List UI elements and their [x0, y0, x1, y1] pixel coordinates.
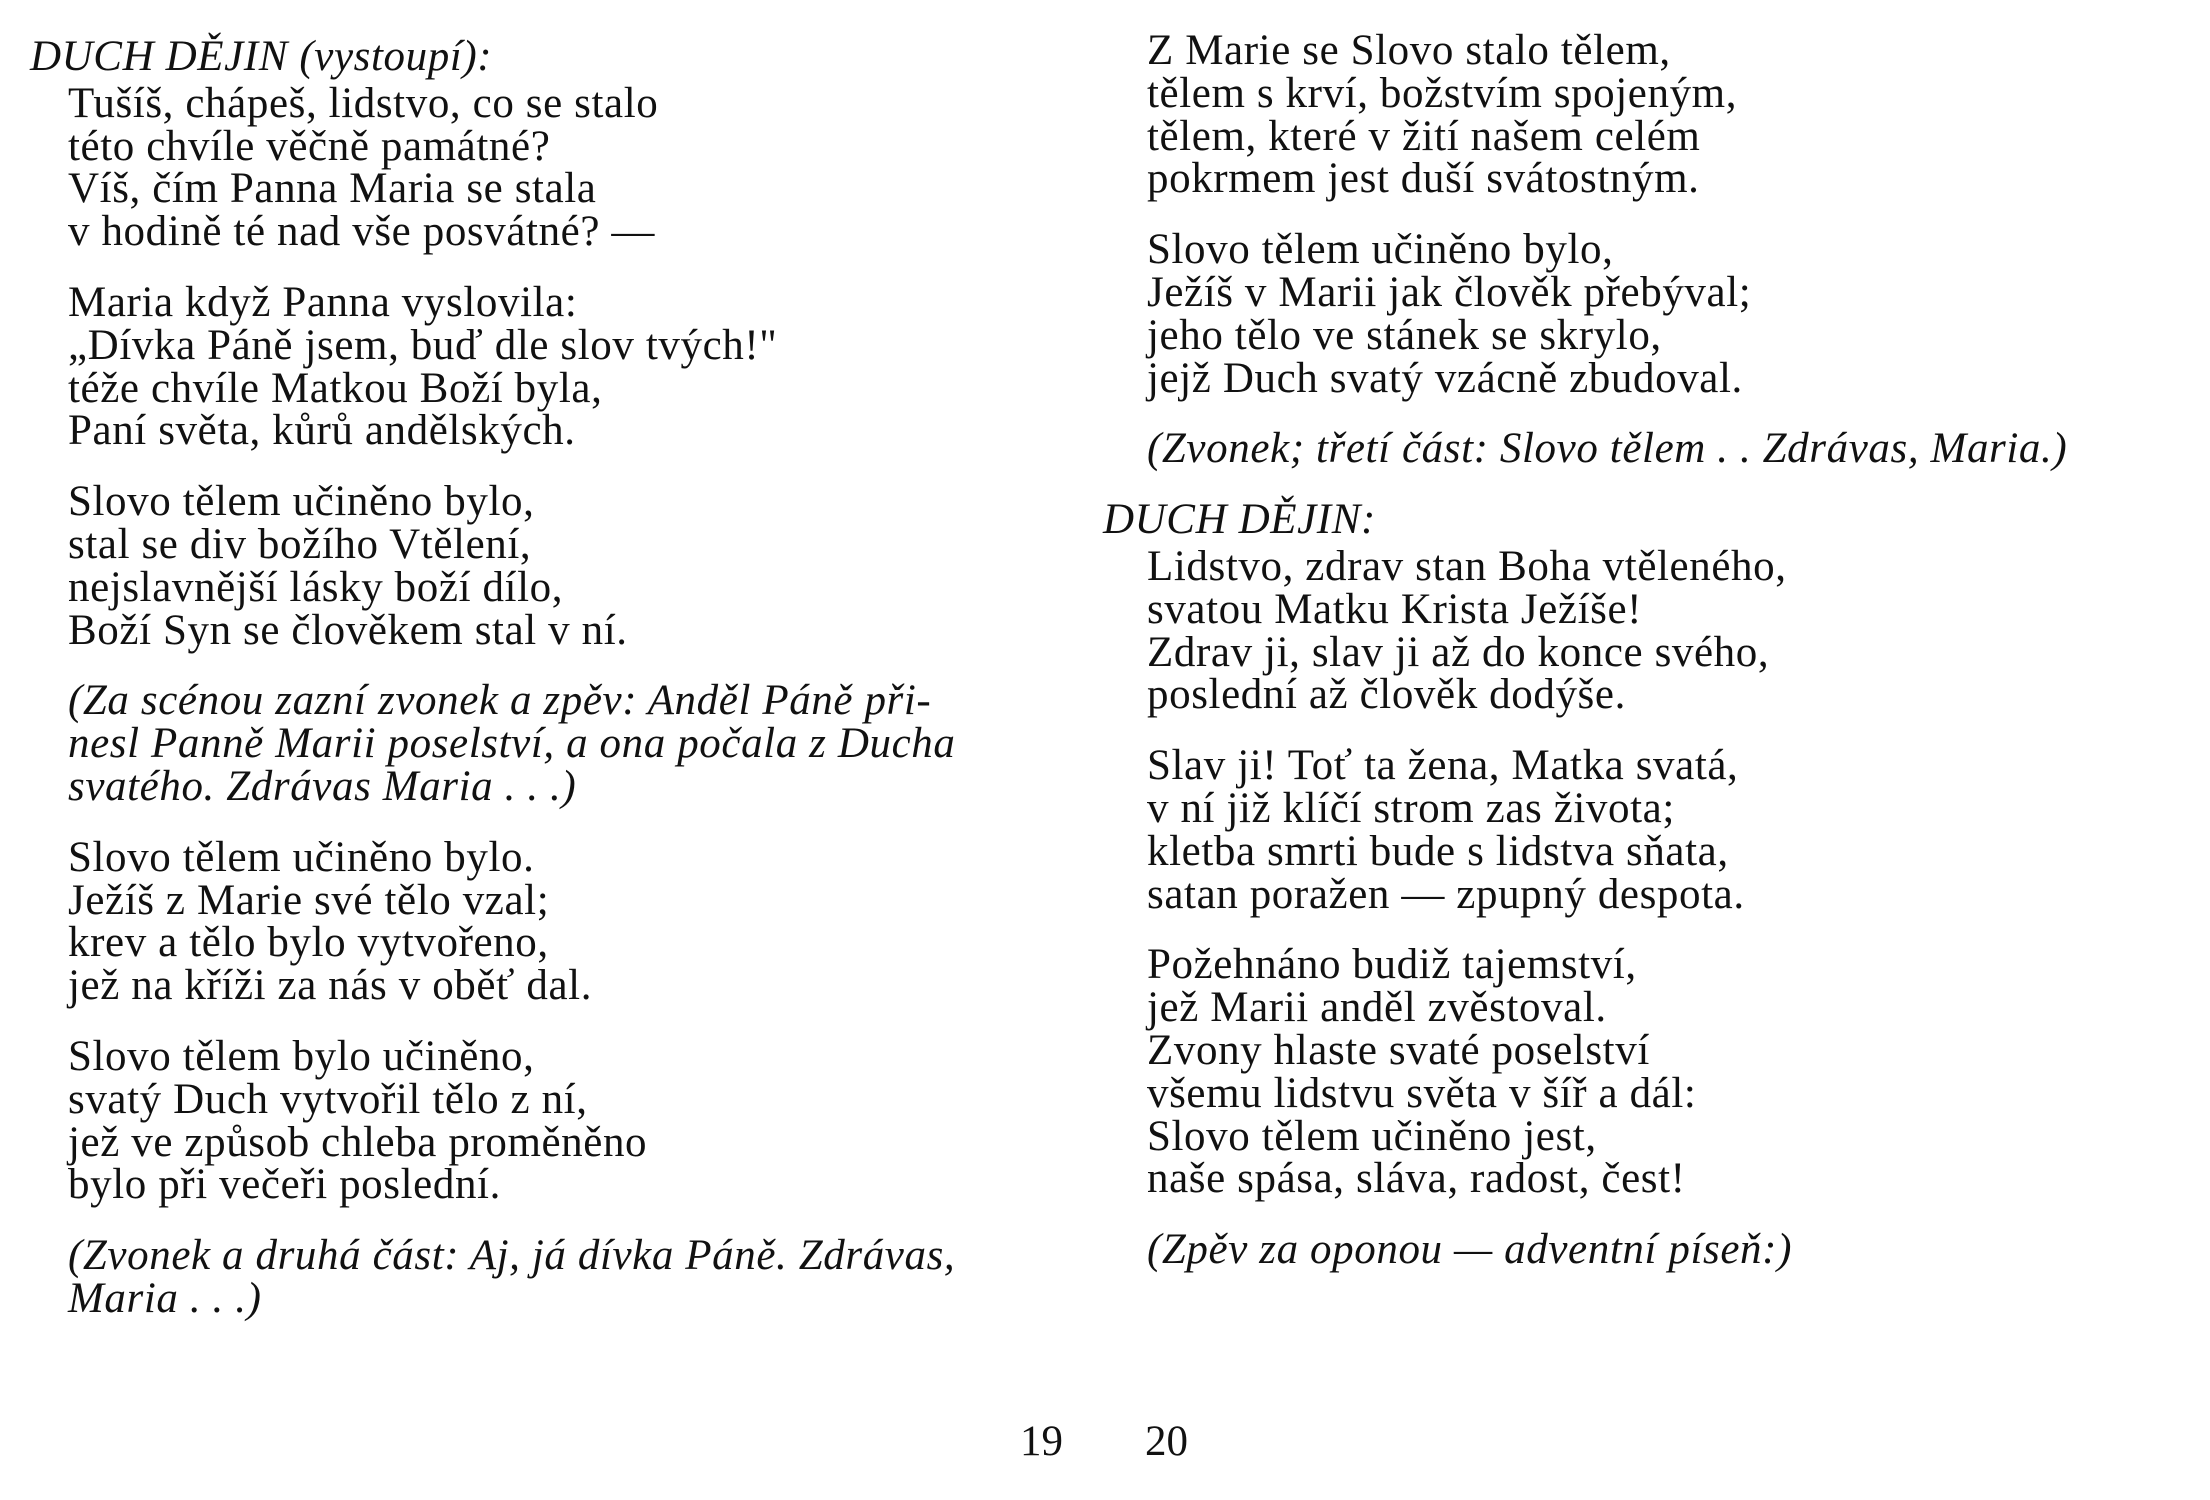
right-page — [1105, 0, 2210, 1500]
verse-line: jež Marii anděl zvěstoval. — [1147, 984, 1607, 1032]
verse-line: Slovo tělem učiněno jest, — [1147, 1112, 1597, 1160]
verse-line: pokrmem jest duší svátostným. — [1147, 155, 1700, 203]
verse-line: nejslavnější lásky boží dílo, — [68, 563, 564, 611]
verse-line: této chvíle věčně památné? — [68, 122, 551, 170]
stanza — [68, 79, 1080, 256]
stage-direction-line: (Zpěv za oponou — adventní píseň:) — [1147, 1226, 1792, 1274]
stanza — [1147, 27, 2207, 203]
stage-direction-line: (Zvonek; třetí část: Slovo tělem . . Zdrávas, Maria.) — [1147, 425, 2068, 473]
stage-direction — [68, 677, 1093, 810]
stage-direction-line: Maria . . .) — [68, 1274, 262, 1322]
verse-line: jeho tělo ve stánek se skrylo, — [1147, 311, 1662, 359]
verse-line: jež ve způsob chleba proměněno — [68, 1118, 648, 1166]
speaker-heading: DUCH DĚJIN (vystoupí): — [30, 33, 493, 80]
page-number: 20 — [1145, 1418, 1188, 1465]
verse-line: Slovo tělem učiněno bylo, — [1147, 226, 1614, 274]
verse-line: Z Marie se Slovo stalo tělem, — [1147, 27, 1671, 74]
verse-line: tělem s krví, božstvím spojeným, — [1147, 69, 1738, 117]
verse-line: Tušíš, chápeš, lidstvo, co se stalo — [68, 79, 659, 127]
stage-direction — [1147, 425, 2172, 473]
stage-direction — [1147, 1226, 2172, 1274]
verse-line: Lidstvo, zdrav stan Boha vtěleného, — [1147, 542, 1787, 590]
stanza — [1147, 542, 2207, 719]
verse-line: Zvony hlaste svaté poselství — [1147, 1026, 1650, 1074]
right-page-text — [1103, 27, 2207, 1300]
verse-line: Požehnáno budiž tajemství, — [1147, 941, 1637, 989]
verse-line: bylo při večeři poslední. — [68, 1161, 501, 1209]
verse-line: tělem, které v žití našem celém — [1147, 112, 1701, 160]
speaker-heading: DUCH DĚJIN: — [1103, 496, 1376, 544]
stage-direction-line: svatého. Zdrávas Maria . . .) — [68, 762, 577, 810]
verse-line: v hodině té nad vše posvátné? — — [68, 208, 656, 256]
verse-line: Slovo tělem bylo učiněno, — [68, 1032, 535, 1080]
verse-line: v ní již klíčí strom zas života; — [1147, 784, 1675, 832]
verse-line: Slav ji! Toť ta žena, Matka svatá, — [1147, 742, 1739, 790]
verse-line: stal se div božího Vtělení, — [68, 520, 532, 568]
verse-line: Zdrav ji, slav ji až do konce svého, — [1147, 628, 1770, 676]
page-number: 19 — [1020, 1418, 1063, 1465]
stanza — [68, 478, 1080, 654]
verse-line: Maria když Panna vyslovila: — [68, 278, 578, 326]
stanza — [68, 278, 1080, 455]
stanza — [1147, 742, 2207, 918]
verse-line: Slovo tělem učiněno bylo. — [68, 833, 535, 881]
verse-line: Ježíš v Marii jak člověk přebýval; — [1147, 268, 1752, 316]
verse-line: satan poražen — zpupný despota. — [1147, 870, 1745, 918]
stage-direction-line: (Zvonek a druhá část: Aj, já dívka Páně. Zdrávas, — [68, 1232, 956, 1280]
verse-line: Víš, čím Panna Maria se stala — [68, 165, 597, 213]
verse-line: jejž Duch svatý vzácně zbudoval. — [1147, 354, 1743, 402]
verse-line: Boží Syn se člověkem stal v ní. — [68, 606, 628, 654]
stanza — [1147, 226, 2207, 402]
stage-direction — [68, 1232, 1093, 1322]
verse-line: svatý Duch vytvořil tělo z ní, — [68, 1075, 588, 1123]
verse-line: poslední až člověk dodýše. — [1147, 671, 1626, 719]
stanza — [68, 833, 1080, 1010]
stanza — [1147, 941, 2207, 1203]
verse-line: Slovo tělem učiněno bylo, — [68, 478, 535, 526]
verse-line: Paní světa, kůrů andělských. — [68, 407, 576, 455]
verse-line: všemu lidstvu světa v šíř a dál: — [1147, 1069, 1697, 1117]
stanza — [68, 1032, 1080, 1209]
verse-line: krev a tělo bylo vytvořeno, — [68, 919, 549, 967]
left-page-text — [30, 33, 1080, 1349]
verse-line: Ježíš z Marie své tělo vzal; — [68, 876, 550, 924]
verse-line: jež na kříži za nás v oběť dal. — [68, 962, 593, 1010]
stage-direction-line: (Za scénou zazní zvonek a zpěv: Anděl Páně při- — [68, 677, 932, 725]
verse-line: naše spása, sláva, radost, čest! — [1147, 1155, 1686, 1203]
verse-line: „Dívka Páně jsem, buď dle slov tvých!" — [68, 321, 778, 369]
stage-direction-line: nesl Panně Marii poselství, a ona počala z Ducha — [68, 720, 956, 768]
verse-line: téže chvíle Matkou Boží byla, — [68, 364, 603, 412]
verse-line: kletba smrti bude s lidstva sňata, — [1147, 827, 1729, 875]
verse-line: svatou Matku Krista Ježíše! — [1147, 585, 1643, 633]
